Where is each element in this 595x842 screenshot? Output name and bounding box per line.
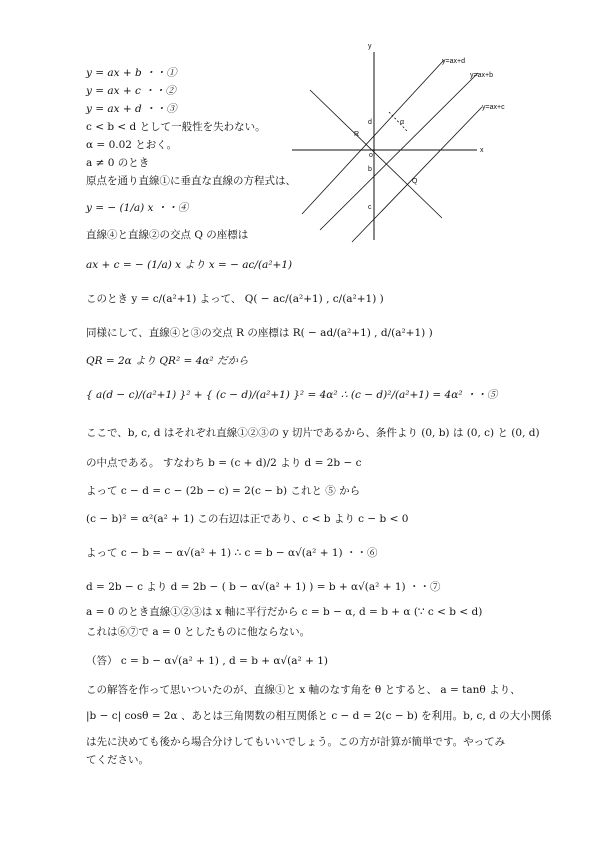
text-intersection-Q: 直線④と直線②の交点 Q の座標は — [86, 229, 249, 241]
line-c — [352, 107, 482, 242]
text-assumption: c < b < d として一般性を失わない。 — [86, 121, 266, 133]
text-case-a-nonzero: a ≠ 0 のとき — [86, 157, 150, 169]
text-remark-2: |b − c| cosθ = 2α 、あとは三角関数の相互関係と c − d = 2(c − b) を利用。b, c, d の大小関係 — [86, 710, 552, 722]
eq-c-minus-d: よって c − d = c − (2b − c) = 2(c − b) これと ⑤ から — [86, 485, 361, 497]
point-R-label: R — [354, 131, 360, 138]
text-midpoint: の中点である。 すなわち b = (c + d)/2 より d = 2b − c — [86, 457, 362, 469]
alpha-label: α — [400, 119, 405, 126]
line-b — [320, 73, 478, 230]
answer-line: （答） c = b − α√(a² + 1) , d = b + α√(a² + 1) — [86, 655, 328, 667]
line-b-label: y=ax+b — [470, 72, 493, 79]
text-remark-4: てください。 — [86, 754, 149, 766]
point-Q-label: Q — [412, 178, 418, 185]
text-perpendicular: 原点を通り直線①に垂直な直線の方程式は、 — [86, 175, 296, 187]
perpendicular-line — [310, 90, 442, 218]
text-consistency: これは⑥⑦で a = 0 としたものに他ならない。 — [86, 626, 311, 638]
eq-QR: QR = 2α より QR² = 4α² だから — [86, 355, 249, 367]
eq-line-1: y = ax + b ・・① — [86, 67, 177, 79]
point-d-label: d — [368, 119, 372, 126]
line-d-label: y=ax+d — [442, 58, 465, 65]
axis-x-label: x — [480, 147, 484, 154]
eq-Q-coords: このとき y = c/(a²+1) よって、 Q( − ac/(a²+1) , c/(a²+1) ) — [86, 293, 384, 305]
eq-line-3: y = ax + d ・・③ — [86, 103, 177, 115]
text-intercepts: ここで、b, c, d はそれぞれ直線①②③の y 切片であるから、条件より (0, b) は (0, c) と (0, d) — [86, 427, 540, 439]
line-d — [302, 60, 444, 214]
text-case-a-zero: a = 0 のとき直線①②③は x 軸に平行だから c = b − α, d = b + α (∵ c < b < d) — [86, 606, 483, 618]
text-alpha: α = 0.02 とおく。 — [86, 139, 178, 151]
line-diagram — [292, 38, 522, 243]
eq-7: d = 2b − c より d = 2b − ( b − α√(a² + 1) ) = b + α√(a² + 1) ・・⑦ — [86, 581, 441, 593]
eq-solve-x: ax + c = − (1/a) x より x = − ac/(a²+1) — [86, 259, 293, 271]
text-remark-1: この解答を作って思いついたのが、直線①と x 軸のなす角を θ とすると、 a = tanθ より、 — [86, 684, 521, 696]
eq-5: { a(d − c)/(a²+1) }² + { (c − d)/(a²+1) }² = 4α² ∴ (c − d)²/(a²+1) = 4α² ・・⑤ — [86, 389, 498, 401]
eq-6: よって c − b = − α√(a² + 1) ∴ c = b − α√(a² + 1) ・・⑥ — [86, 547, 378, 559]
alpha-marker — [389, 112, 407, 131]
axis-y-label: y — [368, 43, 372, 50]
point-b-label: b — [368, 166, 372, 173]
eq-R-coords: 同様にして、直線④と③の交点 R の座標は R( − ad/(a²+1) , d/(a²+1) ) — [86, 327, 433, 339]
eq-line-2: y = ax + c ・・② — [86, 85, 176, 97]
point-o-label: o — [369, 152, 373, 159]
eq-line-4: y = − (1/a) x ・・④ — [86, 202, 189, 214]
point-c-label: c — [368, 204, 372, 211]
text-remark-3: は先に決めても後から場合分けしてもいいでしょう。この方が計算が簡単です。やってみ — [86, 736, 506, 748]
line-c-label: y=ax+c — [482, 104, 505, 111]
eq-c-minus-b-squared: (c − b)² = α²(a² + 1) この右辺は正であり、c < b より c − b < 0 — [86, 513, 409, 525]
